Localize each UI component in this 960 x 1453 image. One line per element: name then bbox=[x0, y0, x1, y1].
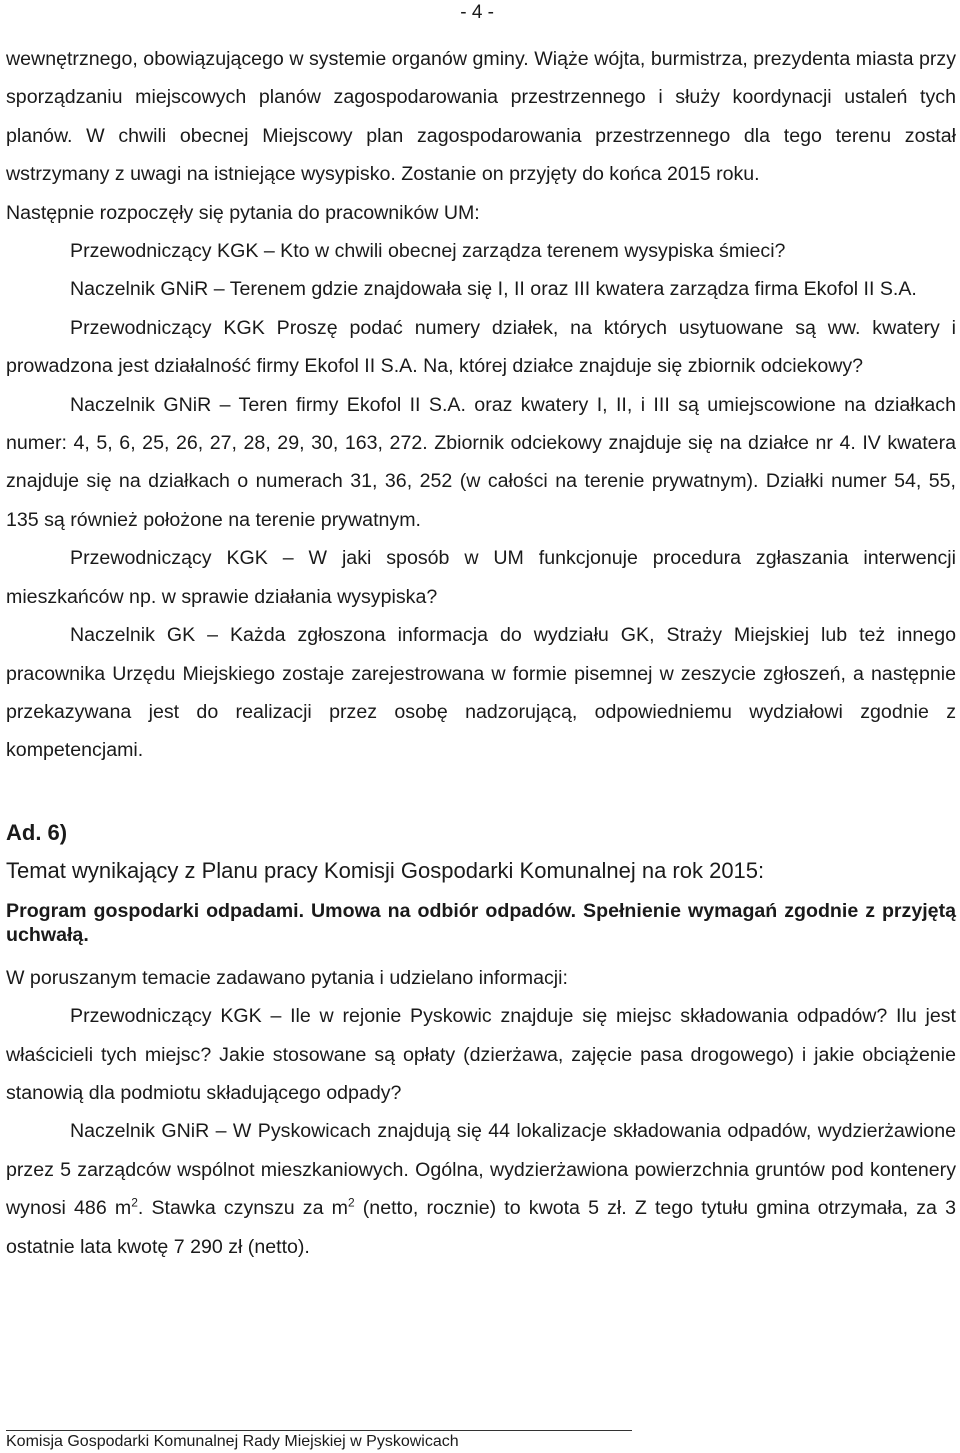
paragraph: W poruszanym temacie zadawano pytania i udzielano informacji: bbox=[6, 966, 568, 989]
paragraph: Przewodniczący KGK – W jaki sposób w UM funkcjonuje procedura zgłaszania interwencji mieszkańców np. w sprawie działania wysypiska? bbox=[6, 547, 956, 608]
paragraph: Następnie rozpoczęły się pytania do pracowników UM: bbox=[6, 201, 480, 224]
paragraph: Przewodniczący KGK – Ile w rejonie Pyskowic znajduje się miejsc składowania odpadów? Ilu jest właścicieli tych miejsc? Jakie stosowane są opłaty (dzierżawa, zajęcie pasa drogowego) i jakie obciążenie stanowią dla podmiotu składującego odpady? bbox=[6, 1005, 956, 1104]
topic-heading: Temat wynikający z Planu pracy Komisji Gospodarki Komunalnej na rok 2015: bbox=[6, 857, 765, 883]
paragraph: Przewodniczący KGK – Kto w chwili obecnej zarządza terenem wysypiska śmieci? bbox=[70, 240, 786, 263]
paragraph: Naczelnik GNiR – Terenem gdzie znajdowała się I, II oraz III kwatera zarządza firma Ekofol II S.A. bbox=[70, 278, 917, 301]
paragraph: Przewodniczący KGK Proszę podać numery działek, na których usytuowane są ww. kwatery i prowadzona jest działalność firmy Ekofol II S.A. Na, której działce znajduje się zbiornik odciekowy? bbox=[6, 316, 956, 378]
footer: Komisja Gospodarki Komunalnej Rady Miejskiej w Pyskowicach bbox=[6, 1433, 459, 1450]
text-run: Naczelnik GNiR – W Pyskowicach znajdują się 44 lokalizacje składowania odpadów, wydzierżawione przez 5 zarządców wspólnot mieszkaniowych. Ogólna, wydzierżawiona powierzchnia gruntów pod kontenery wynosi 486 m bbox=[6, 1120, 956, 1220]
paragraph: Naczelnik GNiR – Teren firmy Ekofol II S.A. oraz kwatery I, II, i III są umiejscowione na działkach numer: 4, 5, 6, 25, 26, 27, 28, 29, 30, 163, 272. Zbiornik odciekowy znajduje się na działce nr 4. IV kwatera znajduje się na działkach o numerach 31, 36, 252 (w całości na terenie prywatnym). Działki numer 54, 55, 135 są również położone na terenie prywatnym. bbox=[6, 393, 956, 531]
section-heading: Ad. 6) bbox=[6, 819, 68, 845]
text-run: . Stawka czynszu za m bbox=[137, 1197, 348, 1220]
paragraph bbox=[6, 1112, 956, 1266]
text-run: (netto, rocznie) to kwota 5 zł. Z tego tytułu gmina otrzymała, za 3 ostatnie lata kwotę 7 290 zł (netto). bbox=[6, 1197, 956, 1258]
program-heading: Program gospodarki odpadami. Umowa na odbiór odpadów. Spełnienie wymagań zgodnie z przyjętą uchwałą. bbox=[6, 899, 956, 946]
document-body bbox=[6, 40, 956, 1266]
footer-divider bbox=[6, 1430, 632, 1431]
paragraph: wewnętrznego, obowiązującego w systemie organów gminy. Wiąże wójta, burmistrza, prezydenta miasta przy sporządzaniu miejscowych planów zagospodarowania przestrzennego i służy koordynacji ustaleń tych planów. W chwili obecnej Miejscowy plan zagospodarowania przestrzennego dla tego terenu został wstrzymany z uwagi na istniejące wysypisko. Zostanie on przyjęty do końca 2015 roku. bbox=[6, 48, 956, 186]
page-number: - 4 - bbox=[460, 2, 494, 23]
paragraph: Naczelnik GK – Każda zgłoszona informacja do wydziału GK, Straży Miejskiej lub też innego pracownika Urzędu Miejskiego zostaje zarejestrowana w formie pisemnej w zeszycie zgłoszeń, a następnie przekazywana jest do realizacji przez osobę nadzorującą, odpowiedniemu wydziałowi zgodnie z kompetencjami. bbox=[6, 624, 956, 762]
superscript: 2 bbox=[131, 1195, 138, 1210]
superscript: 2 bbox=[347, 1195, 355, 1210]
